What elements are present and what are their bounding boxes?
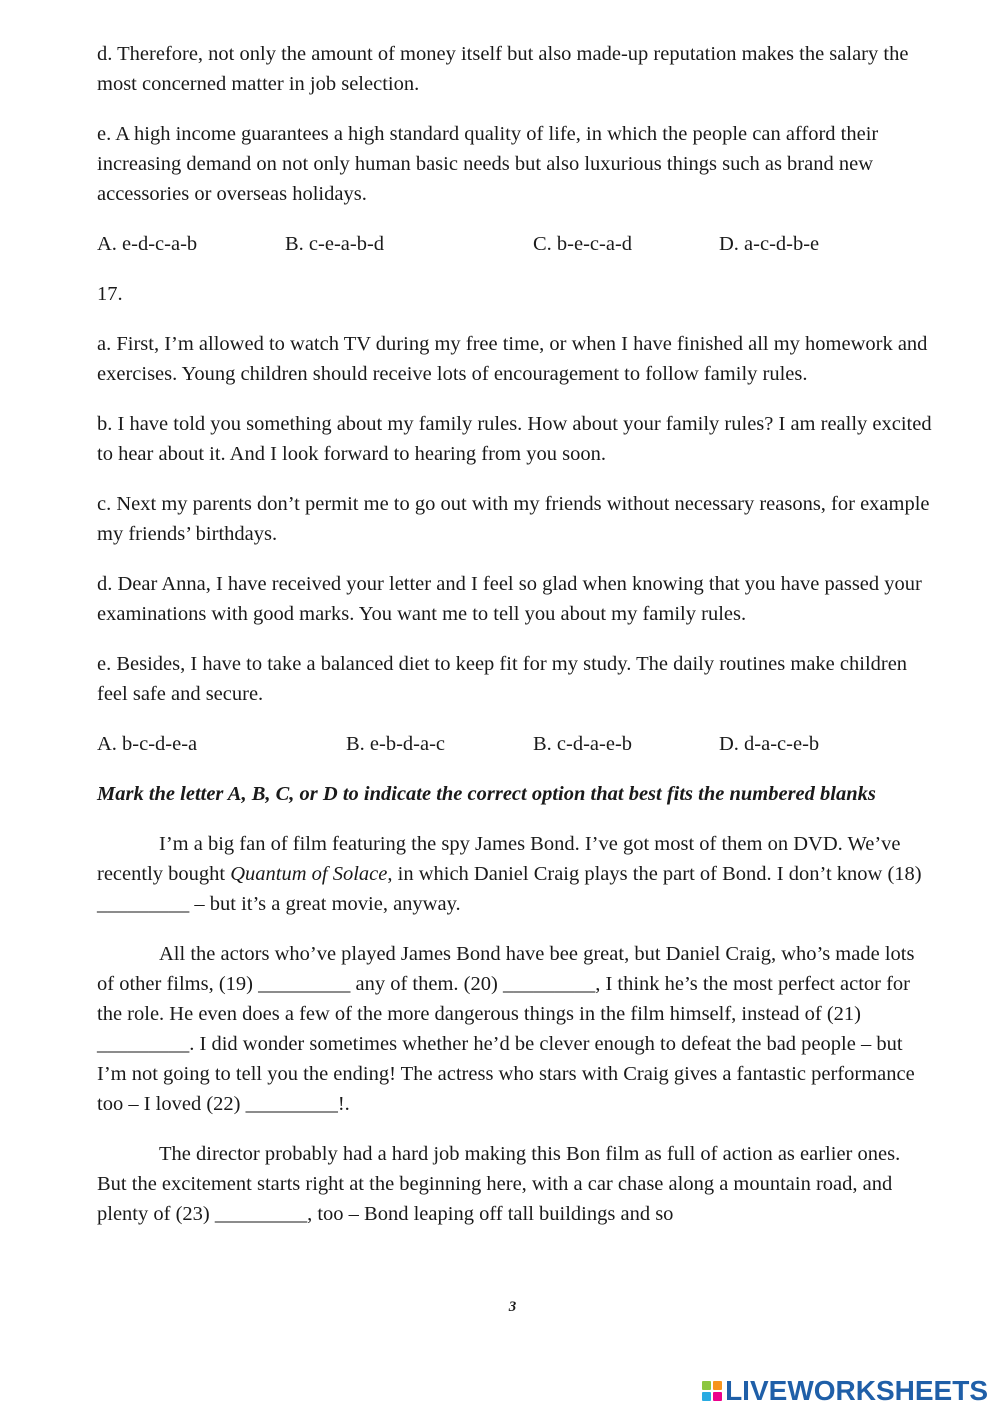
- answer-choice[interactable]: A. e-d-c-a-b: [97, 233, 198, 255]
- text: !.: [337, 1093, 350, 1115]
- logo-square: [713, 1392, 722, 1401]
- text: – but it’s a great movie, anyway.: [189, 893, 461, 915]
- answer-choice[interactable]: B. c-e-a-b-d: [285, 233, 385, 255]
- q17-sentence-e: e. Besides, I have to take a balanced diet to keep fit for my study. The daily routines make children feel safe and secure.: [97, 653, 908, 705]
- brand-name: LIVEWORKSHEETS: [725, 1375, 988, 1406]
- answer-choice[interactable]: B. c-d-a-e-b: [533, 733, 633, 755]
- page-number: 3: [508, 1299, 517, 1315]
- blank-21[interactable]: _________: [97, 1033, 190, 1055]
- q16-option-d: d. Therefore, not only the amount of money itself but also made-up reputation makes the salary the most concerned matter in job selection.: [97, 43, 909, 95]
- blank-22[interactable]: _________: [245, 1093, 338, 1115]
- q17-sentence-b: b. I have told you something about my family rules. How about your family rules? I am really excited to hear about it. And I look forward to hearing from you soon.: [97, 413, 932, 465]
- text: , in which Daniel Craig plays the part of Bond. I don’t know (18): [387, 863, 922, 885]
- liveworksheets-logo[interactable]: [702, 1375, 988, 1407]
- question-number: 17.: [97, 283, 123, 305]
- q17-sentence-d: d. Dear Anna, I have received your letter and I feel so glad when knowing that you have passed your examinations with good marks. You want me to tell you about my family rules.: [97, 573, 922, 625]
- cloze-paragraph-3: [97, 1139, 932, 1229]
- worksheet-page: [97, 39, 932, 1249]
- answer-choice[interactable]: D. a-c-d-b-e: [719, 233, 820, 255]
- blank-20[interactable]: _________: [502, 973, 596, 995]
- text: I’m a big fan of film featuring the spy James Bond. I’ve got most of them on DVD. We’ve recently bought: [97, 833, 901, 885]
- film-title: Quantum of Solace: [230, 863, 388, 885]
- cloze-paragraph-1: [97, 829, 932, 919]
- answer-choice[interactable]: C. b-e-c-a-d: [533, 233, 633, 255]
- text: All the actors who’ve played James Bond have bee great, but Daniel Craig, who’s made lots of other films, (19): [97, 943, 915, 995]
- answer-choice[interactable]: A. b-c-d-e-a: [97, 733, 198, 755]
- text: , I think he’s the most perfect actor for the role. He even does a few of the more dangerous things in the film himself, instead of (21): [97, 973, 911, 1025]
- logo-square: [702, 1392, 711, 1401]
- q16-answer-choices: [97, 229, 932, 259]
- logo-square: [702, 1381, 711, 1390]
- q16-option-e: e. A high income guarantees a high standard quality of life, in which the people can afford their increasing demand on not only human basic needs but also luxurious things such as brand new accessories or overseas holidays.: [97, 123, 879, 205]
- q17-sentence-a: a. First, I’m allowed to watch TV during my free time, or when I have finished all my homework and exercises. Young children should receive lots of encouragement to follow family rules.: [97, 333, 928, 385]
- blank-23[interactable]: _________: [214, 1203, 308, 1225]
- blank-19[interactable]: _________: [258, 973, 351, 995]
- text: any of them. (20): [350, 973, 503, 995]
- text: , too – Bond leaping off tall buildings and so: [307, 1203, 674, 1225]
- answer-choice[interactable]: B. e-b-d-a-c: [346, 733, 446, 755]
- cloze-paragraph-2: [97, 939, 932, 1119]
- text: The director probably had a hard job making this Bon film as full of action as earlier ones. But the excitement starts right at the beginning here, with a car chase along a mountain road, and plenty of (23): [97, 1143, 901, 1225]
- q17-sentence-c: c. Next my parents don’t permit me to go out with my friends without necessary reasons, for example my friends’ birthdays.: [97, 493, 930, 545]
- text: . I did wonder sometimes whether he’d be clever enough to defeat the bad people – but I’m not going to tell you the ending! The actress who stars with Craig gives a fantastic performance too – I loved (22): [97, 1033, 915, 1115]
- liveworksheets-logo-icon: [702, 1381, 722, 1401]
- cloze-instruction: Mark the letter A, B, C, or D to indicate the correct option that best fits the numbered blanks: [97, 783, 876, 805]
- answer-choice[interactable]: D. d-a-c-e-b: [719, 733, 820, 755]
- q17-answer-choices: [97, 729, 932, 759]
- logo-square: [713, 1381, 722, 1390]
- blank-18[interactable]: _________: [97, 893, 190, 915]
